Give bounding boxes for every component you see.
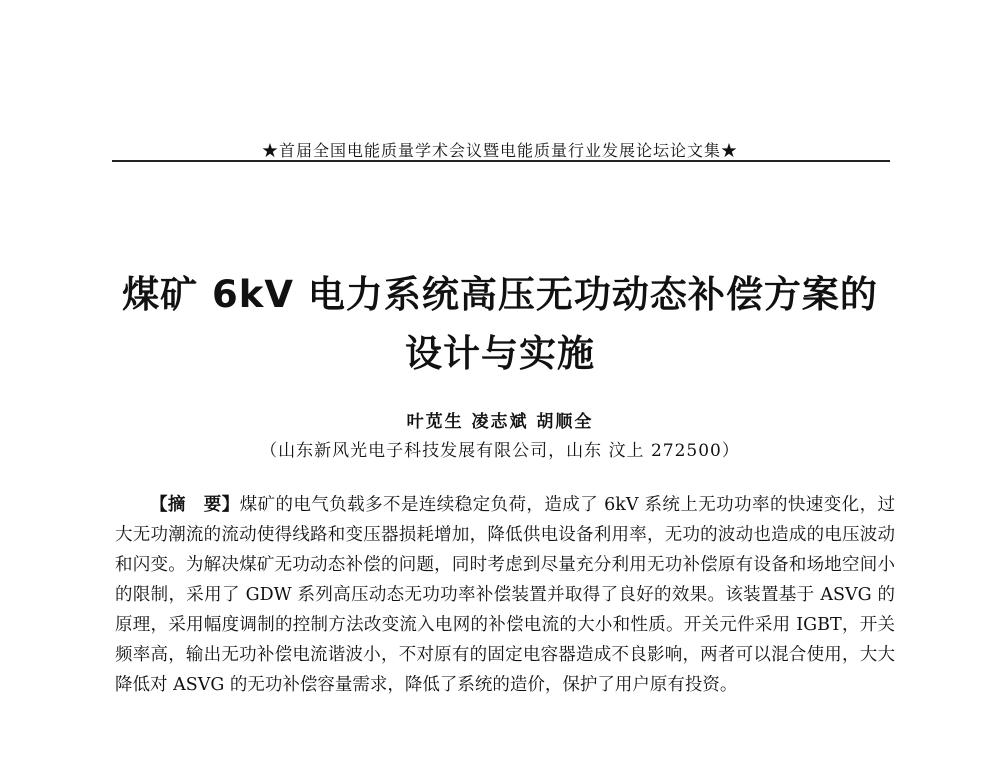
authors: 叶苋生 凌志斌 胡顺全: [406, 412, 594, 432]
paper-title-line-2: 设计与实施: [405, 332, 595, 375]
header-rule: [112, 160, 890, 162]
paper-title-line-1: 煤矿 6kV 电力系统高压无功动态补偿方案的: [122, 273, 878, 316]
abstract-text: 煤矿的电气负载多不是连续稳定负荷，造成了 6kV 系统上无功功率的快速变化，过大无功潮流的流动使得线路和变压器损耗增加，降低供电设备利用率，无功的波动也造成的电压波动和闪变。为解决煤矿无功动态补偿的问题，同时考虑到尽量充分利用无功补偿原有设备和场地空间小的限制，采用了 GDW 系列高压动态无功功率补偿装置并取得了良好的效果。该装置基于 ASVG 的原理，采用幅度调制的控制方法改变流入电网的补偿电流的大小和性质。开关元件采用 IGBT，开关频率高，输出无功补偿电流谐波小，不对原有的固定电容器造成不良影响，两者可以混合使用，大大降低对 ASVG 的无功补偿容量需求，降低了系统的造价，保护了用户原有投资。: [115, 495, 895, 695]
abstract-label: 【摘 要】: [150, 495, 240, 515]
affiliation: （山东新风光电子科技发展有限公司，山东 汶上 272500）: [260, 441, 740, 461]
abstract: [115, 490, 895, 700]
proceedings-header: ★首届全国电能质量学术会议暨电能质量行业发展论坛论文集★: [261, 141, 738, 160]
